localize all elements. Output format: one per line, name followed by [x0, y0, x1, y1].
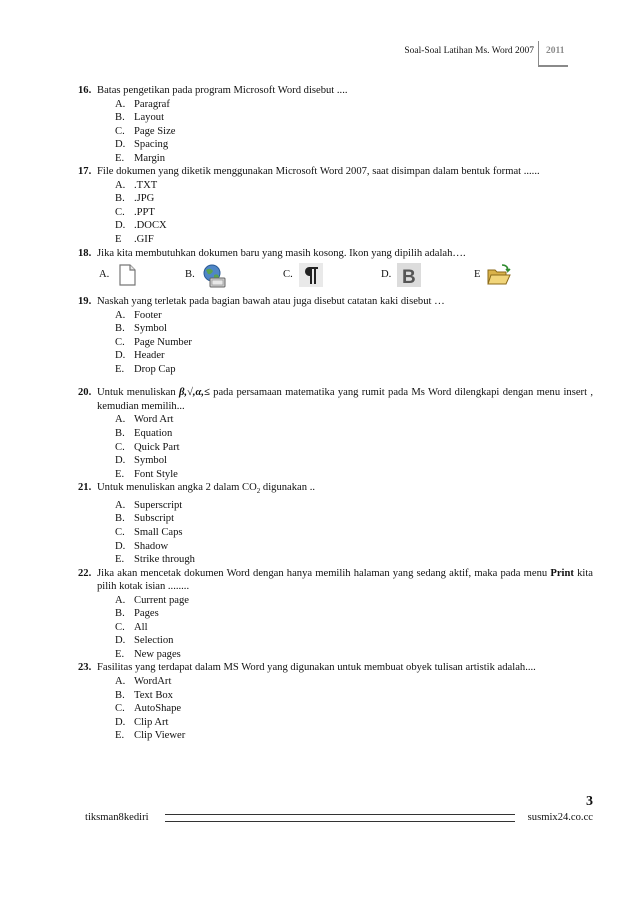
question-list: [78, 84, 593, 743]
pilcrow-icon: [299, 263, 323, 287]
question-number: 23.: [78, 662, 92, 674]
option-letter: A.: [115, 499, 126, 511]
option-text: New pages: [134, 648, 181, 660]
option-list: [97, 309, 593, 377]
option: [115, 621, 593, 635]
option-text: Pages: [134, 608, 159, 620]
option-letter: D.: [381, 269, 392, 281]
option: [115, 125, 593, 139]
question-text-part: pada persamaan matematika yang rumit pada Ms Word dilengkapi dengan menu insert , kemudian memilih...: [97, 387, 593, 412]
option-text: Margin: [134, 152, 165, 164]
option-list: [97, 413, 593, 481]
option-letter: D.: [115, 635, 126, 647]
option-letter: B.: [115, 689, 125, 701]
question-16: [78, 84, 593, 165]
option-letter: A.: [115, 309, 126, 321]
option-letter: E.: [115, 648, 125, 660]
web-globe-icon: [201, 263, 225, 287]
footer-right-text: susmix24.co.cc: [527, 812, 593, 823]
question-number: 16.: [78, 85, 92, 96]
option-letter: C.: [115, 621, 125, 633]
option-text: .JPG: [134, 193, 155, 205]
question-text: Naskah yang terletak pada bagian bawah atau juga disebut catatan kaki disebut …: [97, 296, 445, 308]
icon-option: [185, 263, 283, 287]
option-text: Clip Art: [134, 716, 169, 728]
option-text: Header: [134, 350, 165, 362]
option-list: [97, 98, 593, 166]
option: [115, 526, 593, 540]
svg-text:B: B: [402, 267, 417, 288]
option: [115, 427, 593, 441]
icon-option-row: [78, 260, 593, 290]
question-22: [78, 567, 593, 662]
option-text: Strike through: [134, 554, 195, 566]
option-letter: E.: [115, 554, 125, 566]
option-letter: B.: [115, 513, 125, 525]
icon-option: [474, 263, 534, 287]
option-text: Current page: [134, 594, 190, 606]
subscript: 2: [256, 487, 261, 496]
question-number: 22.: [78, 567, 92, 579]
question-number: 21.: [78, 482, 92, 494]
option-text: WordArt: [134, 675, 172, 687]
option-text: Layout: [134, 112, 165, 124]
question-text-part: Jika akan mencetak dokumen Word dengan hanya memilih halaman yang sedang aktif, maka pada menu: [97, 567, 551, 579]
option: [115, 729, 593, 743]
option-letter: B.: [115, 193, 125, 205]
option: [115, 309, 593, 323]
question-21: [78, 481, 593, 566]
option: [115, 233, 593, 247]
option: [115, 98, 593, 112]
option-text: Shadow: [134, 540, 169, 552]
header-separator: [538, 41, 539, 65]
option: [115, 322, 593, 336]
question-text: [97, 386, 593, 413]
open-folder-icon: [486, 263, 510, 287]
blank-page-icon: [115, 263, 139, 287]
option: [115, 553, 593, 567]
question-text-part: Untuk menuliskan angka 2 dalam CO: [97, 482, 257, 494]
option: [115, 363, 593, 377]
option-text: .TXT: [134, 179, 158, 191]
question-23: [78, 661, 593, 742]
option-text: .PPT: [134, 206, 155, 218]
option: [115, 206, 593, 220]
question-text: Fasilitas yang terdapat dalam MS Word yang digunakan untuk membuat obyek tulisan artistik adalah....: [97, 662, 536, 674]
option: [115, 441, 593, 455]
question-text-part: kita pilih kotak isian ........: [97, 567, 593, 593]
option-list: [97, 179, 593, 247]
option-letter: A.: [115, 594, 126, 606]
option-letter: D.: [115, 220, 126, 232]
option-letter: E: [474, 269, 481, 281]
option-list: [97, 594, 593, 662]
question-19: [78, 295, 593, 376]
icon-option: [99, 263, 185, 287]
question-17: [78, 165, 593, 246]
option: [115, 648, 593, 662]
option: [115, 512, 593, 526]
option-list: [97, 675, 593, 743]
question-text: [97, 567, 593, 594]
option-letter: A.: [115, 98, 126, 110]
option: [115, 336, 593, 350]
question-text: Batas pengetikan pada program Microsoft Word disebut ....: [97, 85, 348, 96]
option-letter: A.: [115, 414, 126, 426]
option: [115, 111, 593, 125]
question-number: 18.: [78, 247, 92, 259]
option: [115, 716, 593, 730]
header-title: Soal-Soal Latihan Ms. Word 2007: [404, 46, 534, 56]
option-list: [97, 499, 593, 567]
option-text: Footer: [134, 309, 162, 321]
option-letter: C.: [115, 206, 125, 218]
question-text: [97, 481, 593, 499]
option-text: Page Number: [134, 336, 192, 348]
option-text: Clip Viewer: [134, 730, 186, 742]
option: [115, 499, 593, 513]
option-text: Text Box: [134, 689, 173, 701]
option-letter: C.: [115, 336, 125, 348]
option: [115, 138, 593, 152]
bold-icon: [397, 263, 421, 287]
question-18: [78, 247, 593, 261]
option-letter: C.: [283, 269, 293, 281]
question-20: [78, 386, 593, 481]
option-text: Superscript: [134, 499, 183, 511]
option: [115, 468, 593, 482]
option-text: Spacing: [134, 139, 169, 151]
option-letter: B.: [115, 112, 125, 124]
option-letter: D.: [115, 139, 126, 151]
option-text: Selection: [134, 635, 174, 647]
option-letter: C.: [115, 441, 125, 453]
option-text: Drop Cap: [134, 363, 176, 375]
option-letter: E.: [115, 152, 125, 164]
page-number: 3: [586, 794, 593, 809]
option-letter: B.: [185, 269, 195, 281]
option: [115, 192, 593, 206]
option: [115, 634, 593, 648]
page-header: [0, 37, 638, 65]
question-text-part: Untuk menuliskan: [97, 387, 179, 399]
question-number: 17.: [78, 166, 92, 178]
option: [115, 594, 593, 608]
option-letter: E.: [115, 363, 125, 375]
option-text: Subscript: [134, 513, 175, 525]
option-text: Paragraf: [134, 98, 170, 110]
option-text: .DOCX: [134, 220, 167, 232]
option-letter: D.: [115, 540, 126, 552]
option-text: Symbol: [134, 455, 167, 467]
option-text: Symbol: [134, 323, 167, 335]
option-letter: E.: [115, 468, 125, 480]
option-letter: E: [115, 234, 122, 246]
option-letter: B.: [115, 608, 125, 620]
icon-option: [283, 263, 381, 287]
option: [115, 540, 593, 554]
option: [115, 152, 593, 166]
option-letter: D.: [115, 455, 126, 467]
option-text: AutoShape: [134, 703, 182, 715]
option-letter: A.: [115, 675, 126, 687]
option-text: Quick Part: [134, 441, 180, 453]
option-letter: E.: [115, 730, 125, 742]
option-text: All: [134, 621, 148, 633]
option: [115, 454, 593, 468]
option-letter: C.: [115, 703, 125, 715]
option: [115, 349, 593, 363]
option-letter: D.: [115, 716, 126, 728]
question-text: Jika kita membutuhkan dokumen baru yang masih kosong. Ikon yang dipilih adalah….: [97, 247, 466, 259]
question-text: File dokumen yang diketik menggunakan Microsoft Word 2007, saat disimpan dalam bentuk format ......: [97, 166, 540, 178]
option: [115, 702, 593, 716]
option-letter: C.: [115, 526, 125, 538]
option-text: Word Art: [134, 414, 174, 426]
option: [115, 179, 593, 193]
option-text: Equation: [134, 428, 173, 440]
option-letter: A.: [99, 269, 110, 281]
header-year: 2011: [546, 46, 565, 56]
option: [115, 675, 593, 689]
math-symbols: β,√,α,≤: [178, 387, 210, 399]
footer-left-text: tiksman8kediri: [85, 812, 149, 823]
option: [115, 413, 593, 427]
option-letter: C.: [115, 125, 125, 137]
option: [115, 607, 593, 621]
option-letter: A.: [115, 179, 126, 191]
option: [115, 219, 593, 233]
option-text: Font Style: [134, 468, 178, 480]
footer-double-rule: [165, 814, 515, 822]
icon-option: [381, 263, 474, 287]
option-letter: D.: [115, 350, 126, 362]
print-menu-label: Print: [550, 567, 574, 579]
header-rule: [538, 65, 568, 67]
option-letter: B.: [115, 428, 125, 440]
option: [115, 689, 593, 703]
question-number: 20.: [78, 387, 92, 399]
question-number: 19.: [78, 296, 92, 308]
option-text: Small Caps: [134, 526, 183, 538]
option-text: .GIF: [134, 234, 154, 246]
spacer: [78, 376, 593, 386]
question-text-part: digunakan ..: [260, 482, 315, 494]
option-text: Page Size: [134, 125, 176, 137]
option-letter: B.: [115, 323, 125, 335]
